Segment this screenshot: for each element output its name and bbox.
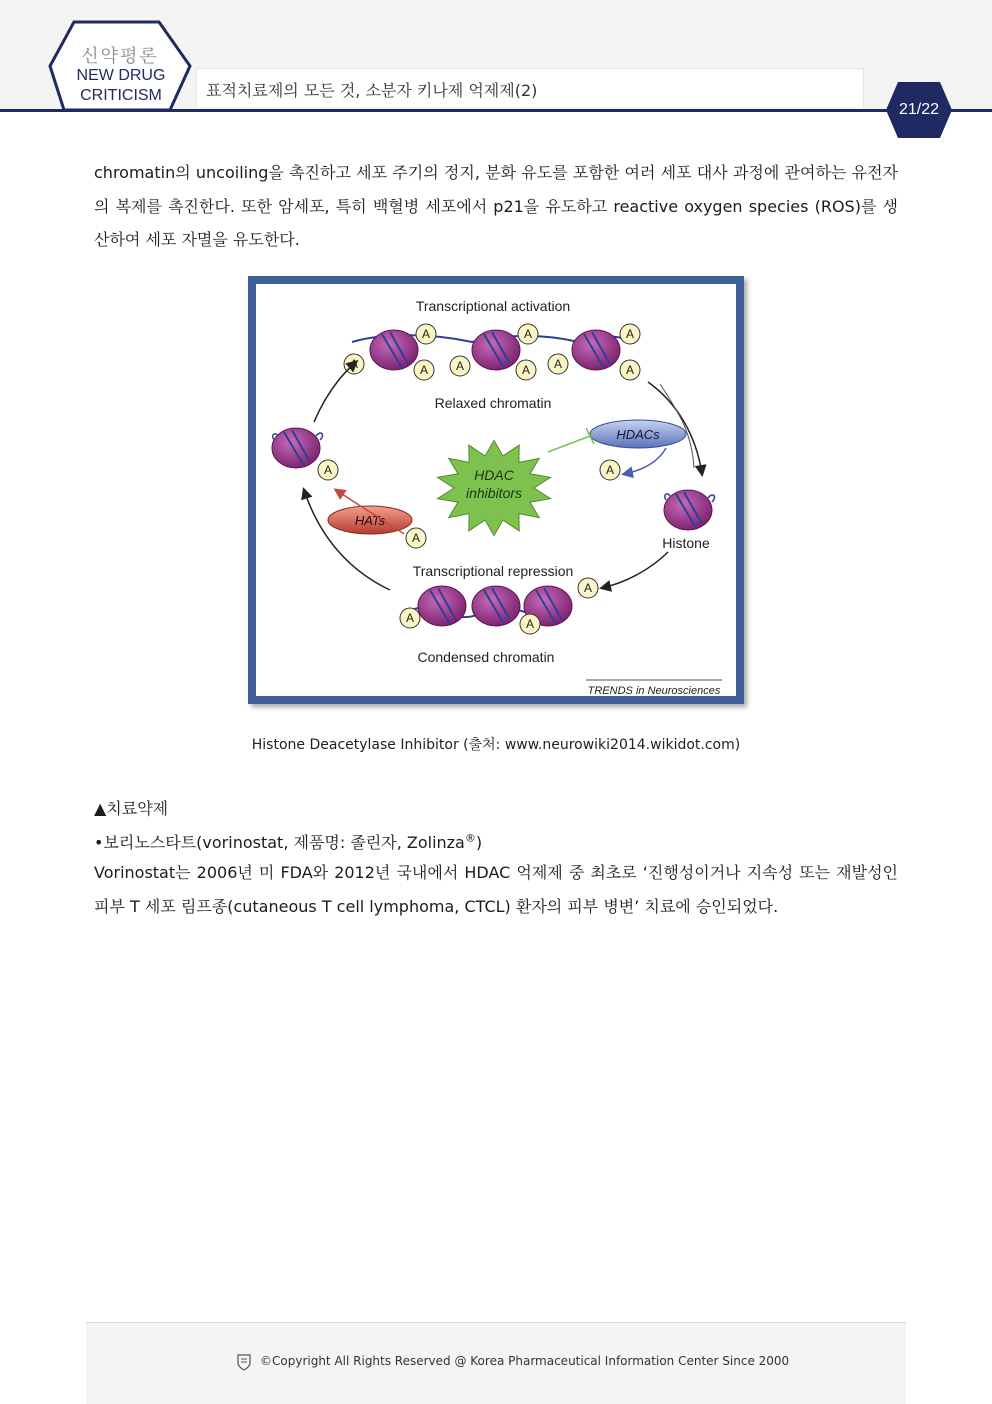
figure-canvas	[256, 284, 736, 696]
acetyl-group-3	[414, 360, 434, 380]
label-hdacs: HDACs	[616, 427, 660, 442]
acetyl-group-2	[416, 324, 436, 344]
acetyl-group-13	[400, 608, 420, 628]
figure-frame	[248, 276, 744, 704]
svg-text:A: A	[625, 363, 635, 377]
logo-english-line1: NEW DRUG	[76, 67, 166, 84]
label-inhibitor-line2: inhibitors	[465, 485, 523, 501]
svg-text:A: A	[411, 531, 421, 545]
acetyl-group-10	[318, 460, 338, 480]
page-number: 21/22	[898, 101, 940, 118]
label-transcriptional-repression: Transcriptional repression	[412, 563, 574, 579]
svg-text:A: A	[419, 363, 429, 377]
drug-line-close: )	[475, 833, 483, 852]
svg-text:A: A	[553, 357, 563, 371]
histone-condensed-1	[418, 586, 466, 626]
arrow-hdacs	[624, 448, 666, 474]
svg-text:A: A	[605, 463, 615, 477]
svg-text:A: A	[455, 359, 465, 373]
header-title: 표적치료제의 모든 것, 소분자 키나제 억제제(2)	[206, 81, 538, 100]
label-transcriptional-activation: Transcriptional activation	[415, 298, 571, 314]
acetyl-group-12	[406, 528, 426, 548]
footer-copyright: ©Copyright All Rights Reserved @ Korea Pharmaceutical Information Center Since 2000	[260, 1354, 790, 1368]
svg-text:A: A	[523, 327, 533, 341]
histone-nucleosome-1	[370, 330, 418, 370]
histone-right	[664, 490, 715, 530]
svg-text:A: A	[625, 327, 635, 341]
label-histone: Histone	[662, 535, 710, 551]
acetyl-group-15	[520, 614, 540, 634]
acetyl-group-11	[600, 460, 620, 480]
registered-mark: ®	[464, 831, 476, 845]
section-heading: ▲치료약제	[94, 799, 169, 818]
svg-text:A: A	[583, 581, 593, 595]
arrow-bottom-left	[304, 490, 390, 590]
histone-left	[272, 428, 323, 468]
figure-caption: Histone Deacetylase Inhibitor (출처: www.neurowiki2014.wikidot.com)	[251, 737, 741, 753]
label-inhibitor-line1: HDAC	[474, 467, 514, 483]
header-rule	[0, 109, 992, 112]
logo-english	[66, 66, 176, 106]
drug-line	[94, 830, 482, 853]
label-relaxed-chromatin: Relaxed chromatin	[434, 395, 552, 411]
drug-paragraph: Vorinostat는 2006년 미 FDA와 2012년 국내에서 HDAC 억제제 중 최초로 ‘진행성이거나 지속성 또는 재발성인 피부 T 세포 림프종(cutaneous T cell lymphoma, CTCL) 환자의 피부 병변’ 치료에 승인되었다.	[94, 863, 898, 916]
svg-text:A: A	[405, 611, 415, 625]
logo-korean: 신약평론	[81, 46, 159, 67]
drug-line-text: •보리노스타트(vorinostat, 제품명: 졸린자, Zolinza	[94, 833, 465, 852]
svg-text:A: A	[525, 617, 535, 631]
hdac-diagram	[256, 284, 736, 696]
inhibition-line	[548, 436, 590, 452]
acetyl-group-7	[548, 354, 568, 374]
acetyl-group-8	[620, 324, 640, 344]
svg-text:A: A	[349, 357, 359, 371]
intro-paragraph: chromatin의 uncoiling을 촉진하고 세포 주기의 정지, 분화 유도를 포함한 여러 세포 대사 과정에 관여하는 유전자의 복제를 촉진한다. 또한 암세포, 특히 백혈병 세포에서 p21을 유도하고 reactive oxygen species (ROS)를 생산하여 세포 자멸을 유도한다.	[94, 163, 898, 249]
logo-english-line2: CRITICISM	[80, 87, 162, 104]
label-source: TRENDS in Neurosciences	[587, 685, 721, 696]
histone-nucleosome-3	[572, 330, 620, 370]
acetyl-group-5	[518, 324, 538, 344]
svg-text:A: A	[521, 363, 531, 377]
svg-text:A: A	[421, 327, 431, 341]
label-condensed-chromatin: Condensed chromatin	[417, 649, 555, 665]
histone-condensed-2	[472, 586, 520, 626]
arrow-bottom-right	[602, 552, 668, 588]
acetyl-group-14	[578, 578, 598, 598]
acetyl-group-4	[450, 356, 470, 376]
acetyl-group-6	[516, 360, 536, 380]
acetyl-group-9	[620, 360, 640, 380]
label-hats: HATs	[354, 513, 386, 528]
svg-text:A: A	[323, 463, 333, 477]
histone-nucleosome-2	[472, 330, 520, 370]
shield-logo-icon	[236, 1353, 252, 1371]
